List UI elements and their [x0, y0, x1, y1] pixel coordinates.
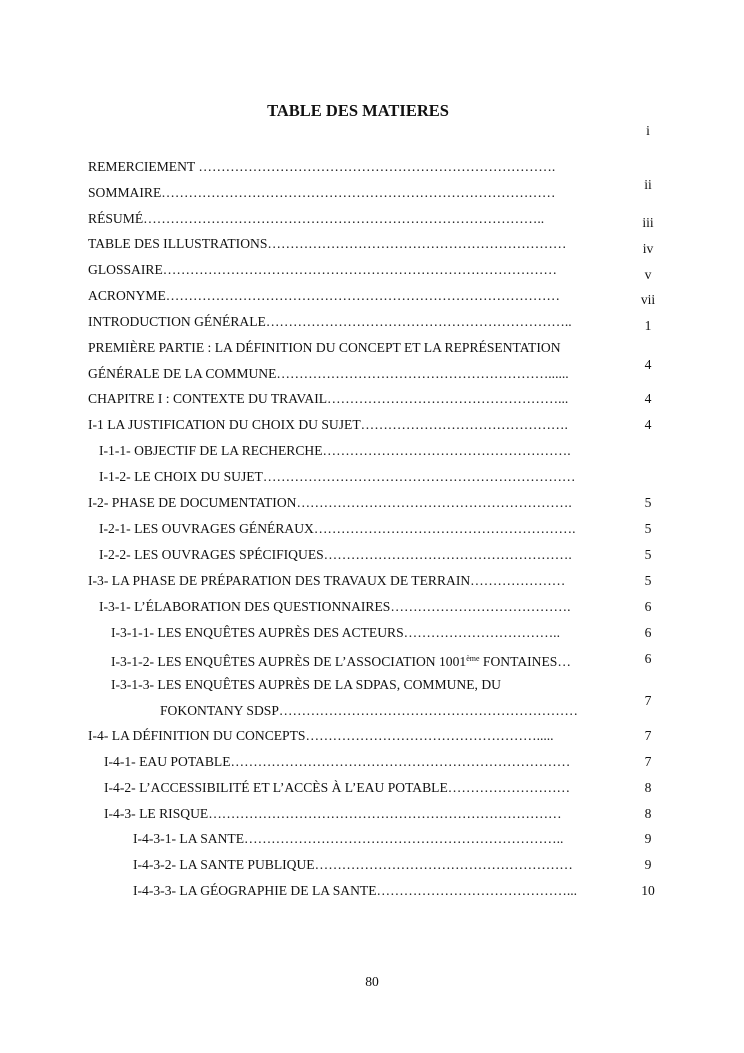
toc-entry: I-4-1- EAU POTABLE…………………………………………………………………	[104, 754, 571, 769]
toc-entry: I-3-1-3- LES ENQUÊTES AUPRÈS DE LA SDPAS, COMMUNE, DU	[111, 677, 501, 692]
toc-page-number: 9	[644, 857, 652, 872]
toc-entry: ACRONYME……………………………………………………………………………	[88, 288, 561, 303]
toc-page-number: iii	[642, 215, 654, 230]
toc-entry-text: I-3-1-2- LES ENQUÊTES AUPRÈS DE L’ASSOCIATION 1001	[111, 654, 467, 669]
toc-page-number: 1	[644, 318, 652, 333]
toc-entry-continuation: FOKONTANY SDSP…………………………………………………………	[160, 703, 578, 718]
toc-page-number: 4	[644, 417, 652, 432]
toc-entry: I-4-3-2- LA SANTE PUBLIQUE…………………………………………………	[133, 857, 573, 872]
toc-entry: GLOSSAIRE……………………………………………………………………………	[88, 262, 557, 277]
toc-entry: I-1-1- OBJECTIF DE LA RECHERCHE……………………………………………….	[99, 443, 571, 458]
toc-entry: REMERCIEMENT …………………………………………………………………….	[88, 159, 556, 174]
toc-entry: I-4-3-1- LA SANTE……………………………………………………………..	[133, 831, 564, 846]
toc-entry: I-1 LA JUSTIFICATION DU CHOIX DU SUJET……………………………………….	[88, 417, 568, 432]
toc-entry: I-3-1-1- LES ENQUÊTES AUPRÈS DES ACTEURS……………………………..	[111, 625, 560, 640]
toc-page-number: 5	[644, 547, 652, 562]
toc-entry: CHAPITRE I : CONTEXTE DU TRAVAIL……………………………………………...	[88, 391, 569, 406]
toc-entry: I-4-3-3- LA GÉOGRAPHIE DE LA SANTE……………………………………...	[133, 883, 578, 898]
toc-entry: RÉSUMÉ……………………………………………………………………………..	[88, 211, 545, 226]
page-number-footer: 80	[365, 974, 379, 989]
toc-entry: I-2- PHASE DE DOCUMENTATION…………………………………………………….	[88, 495, 572, 510]
toc-page-number: 7	[644, 728, 652, 743]
toc-entry: INTRODUCTION GÉNÉRALE…………………………………………………………..	[88, 314, 572, 329]
toc-entry-text-after: FONTAINES…	[479, 654, 571, 669]
toc-page-number: i	[646, 123, 650, 138]
page-title: TABLE DES MATIERES	[267, 101, 449, 120]
toc-entry: PREMIÈRE PARTIE : LA DÉFINITION DU CONCEPT ET LA REPRÉSENTATION	[88, 340, 561, 355]
toc-page-number: 10	[641, 883, 655, 898]
toc-page-number: 6	[644, 651, 652, 666]
toc-entry: I-1-2- LE CHOIX DU SUJET……………………………………………………………	[99, 469, 576, 484]
toc-page-number: vii	[640, 292, 656, 307]
superscript: ème	[466, 654, 480, 663]
toc-entry	[111, 650, 628, 670]
toc-page-number: 7	[644, 754, 652, 769]
toc-page-number: 5	[644, 495, 652, 510]
toc-page-number: 4	[644, 391, 652, 406]
toc-entry: I-2-2- LES OUVRAGES SPÉCIFIQUES……………………………………………….	[99, 547, 572, 562]
toc-page-number: 4	[644, 357, 652, 372]
toc-page-number: iv	[642, 241, 654, 256]
toc-entry: I-3- LA PHASE DE PRÉPARATION DES TRAVAUX DE TERRAIN…………………	[88, 573, 566, 588]
toc-entry: I-4- LA DÉFINITION DU CONCEPTS…………………………………………….....	[88, 728, 554, 743]
toc-entry: I-2-1- LES OUVRAGES GÉNÉRAUX………………………………………………….	[99, 521, 576, 536]
toc-entry: TABLE DES ILLUSTRATIONS…………………………………………………………	[88, 236, 567, 251]
toc-page-number: 5	[644, 521, 652, 536]
toc-entry-continuation: GÉNÉRALE DE LA COMMUNE……………………………………………………......	[88, 366, 569, 381]
toc-page-number: 6	[644, 625, 652, 640]
toc-page-number: 8	[644, 806, 652, 821]
toc-page-number: 5	[644, 573, 652, 588]
toc-entry: I-4-2- L’ACCESSIBILITÉ ET L’ACCÈS À L’EAU POTABLE………………………	[104, 780, 571, 795]
toc-page-number: ii	[644, 177, 652, 192]
toc-page-number: 7	[644, 693, 652, 708]
toc-page-number: 6	[644, 599, 652, 614]
toc-page-number: v	[644, 267, 652, 282]
toc-entry: I-4-3- LE RISQUE……………………………………………………………………	[104, 806, 562, 821]
toc-entry: SOMMAIRE……………………………………………………………………………	[88, 185, 556, 200]
toc-page-number: 9	[644, 831, 652, 846]
toc-page-number: 8	[644, 780, 652, 795]
toc-entry: I-3-1- L’ÉLABORATION DES QUESTIONNAIRES………………………………….	[99, 599, 571, 614]
